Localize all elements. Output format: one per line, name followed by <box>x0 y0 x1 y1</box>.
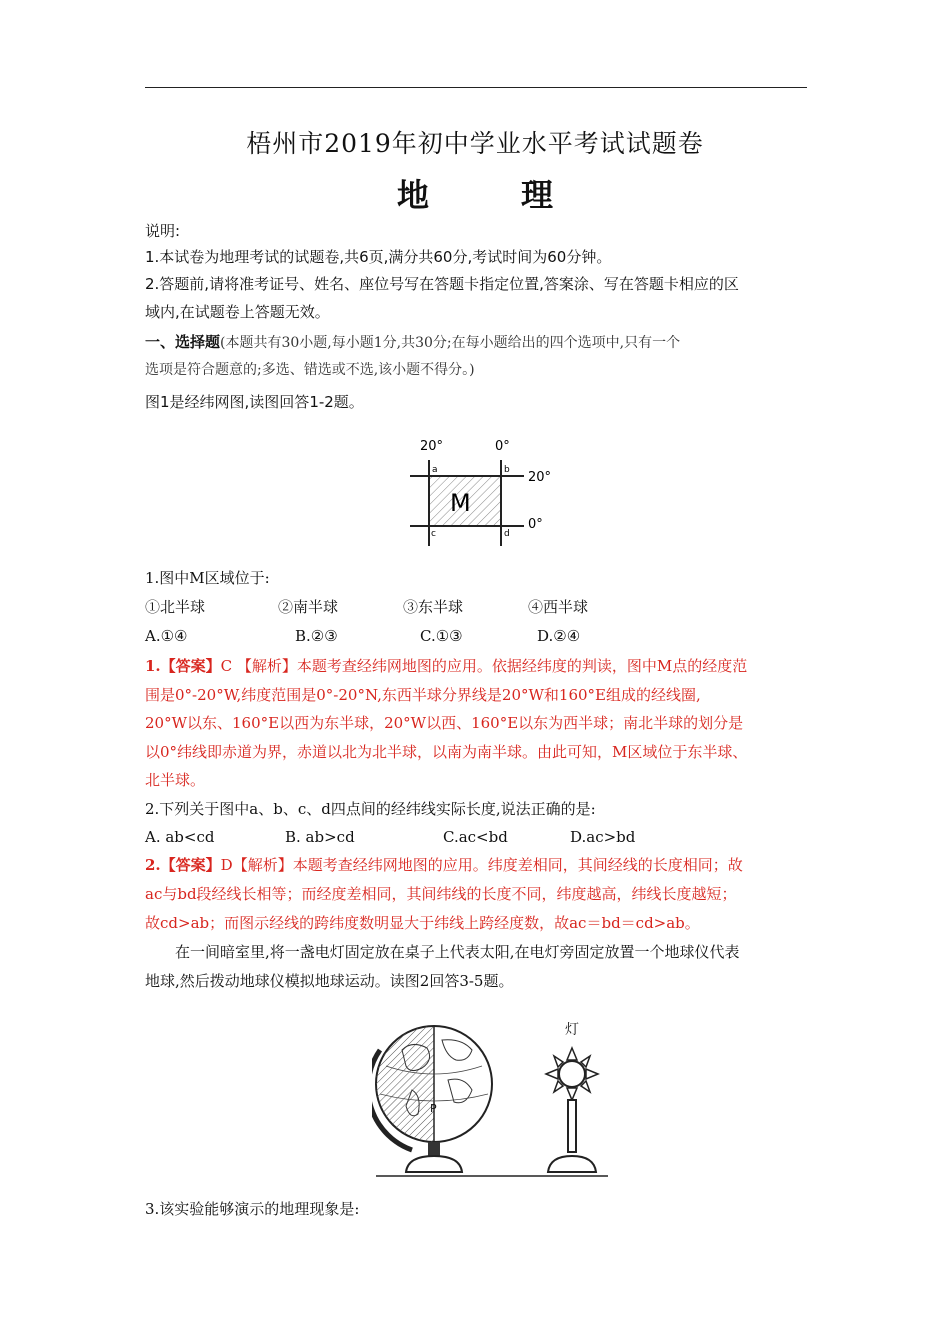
q1-answer-text: C 【解析】本题考查经纬网地图的应用。依据经纬度的判读，图中M点的经度范 <box>220 657 748 675</box>
q1-choice-2: ②南半球 <box>278 598 339 616</box>
lon-label-left: 20° <box>420 439 444 454</box>
q2-stem: 2.下列关于图中a、b、c、d四点间的经纬线实际长度,说法正确的是: <box>145 800 596 818</box>
q1-option-a: A.①④ <box>145 627 188 645</box>
q2-analysis-2: ac与bd段经线长相等；而经度差相同，其间纬线的长度不同，纬度越高，纬线长度越短； <box>145 885 737 903</box>
corner-b: b <box>504 465 510 475</box>
section1-note: (本题共有30小题,每小题1分,共30分;在每小题给出的四个选项中,只有一个 <box>220 335 681 351</box>
q1-choice-4: ④西半球 <box>528 598 589 616</box>
q2-option-c: C.ac<bd <box>443 828 508 846</box>
figure1-intro: 图1是经纬网图,读图回答1-2题。 <box>145 393 364 411</box>
region-m-label: M <box>450 489 471 517</box>
q1-option-c: C.①③ <box>420 627 463 645</box>
corner-c: c <box>431 529 436 539</box>
q1-answer-line <box>145 655 815 677</box>
exam-title: 梧州市2019年初中学业水平考试试题卷 <box>246 129 704 158</box>
section1-heading: 一、选择题 <box>145 333 221 351</box>
q1-answer-tag: 1.【答案】 <box>145 657 221 675</box>
q2-answer-tag: 2.【答案】 <box>145 856 221 874</box>
q1-choice-1: ①北半球 <box>145 598 206 616</box>
q2-option-a: A. ab<cd <box>145 828 215 846</box>
figure2-globe-lamp <box>372 1010 612 1182</box>
point-p-label: P <box>430 1102 437 1115</box>
q1-analysis-2: 围是0°-20°W,纬度范围是0°-20°N,东西半球分界线是20°W和160°E组成的经线圈, <box>145 686 701 704</box>
lon-label-right: 0° <box>495 439 510 454</box>
corner-d: d <box>504 529 510 539</box>
q2-option-b: B. ab>cd <box>285 828 355 846</box>
passage-line-2: 地球,然后拨动地球仪模拟地球运动。读图2回答3-5题。 <box>145 972 514 990</box>
header-rule <box>145 87 807 88</box>
subject-title: 地 理 <box>396 176 583 214</box>
instruction-item-2-cont: 域内,在试题卷上答题无效。 <box>145 303 330 321</box>
q1-analysis-5: 北半球。 <box>145 771 206 789</box>
passage-line-1: 在一间暗室里,将一盏电灯固定放在桌子上代表太阳,在电灯旁固定放置一个地球仪代表 <box>175 943 740 961</box>
corner-a: a <box>432 465 438 475</box>
q1-option-b: B.②③ <box>295 627 338 645</box>
globe <box>372 1026 492 1172</box>
instruction-item-2: 2.答题前,请将准考证号、姓名、座位号写在答题卡指定位置,答案涂、写在答题卡相应的区 <box>145 275 739 293</box>
q1-option-d: D.②④ <box>537 627 581 645</box>
figure1-graticule <box>400 432 570 552</box>
lat-label-top: 20° <box>528 470 552 485</box>
q3-stem: 3.该实验能够演示的地理现象是: <box>145 1200 360 1218</box>
q2-analysis-3: 故cd>ab；而图示经线的跨纬度数明显大于纬线上跨经度数，故ac＝bd＝cd>ab。 <box>145 914 700 932</box>
section1-header-line <box>145 331 815 354</box>
q2-answer-text: D【解析】本题考查经纬网地图的应用。纬度差相同，其间经线的长度相同；故 <box>220 856 743 874</box>
lat-label-bottom: 0° <box>528 517 543 532</box>
instructions-heading: 说明: <box>145 222 181 240</box>
q2-answer-line <box>145 854 815 876</box>
q1-analysis-3: 20°W以东、160°E以西为东半球，20°W以西、160°E以东为西半球；南北半球的划分是 <box>145 714 744 732</box>
lamp <box>546 1048 598 1172</box>
q1-analysis-4: 以0°纬线即赤道为界，赤道以北为北半球，以南为南半球。由此可知，M区域位于东半球、 <box>145 743 748 761</box>
q1-choice-3: ③东半球 <box>403 598 464 616</box>
section1-note-cont: 选项是符合题意的;多选、错选或不选,该小题不得分。) <box>145 362 475 378</box>
lamp-label: 灯 <box>565 1022 579 1038</box>
q2-option-d: D.ac>bd <box>570 828 636 846</box>
instruction-item-1: 1.本试卷为地理考试的试题卷,共6页,满分共60分,考试时间为60分钟。 <box>145 248 612 266</box>
q1-stem: 1.图中M区域位于: <box>145 569 270 587</box>
